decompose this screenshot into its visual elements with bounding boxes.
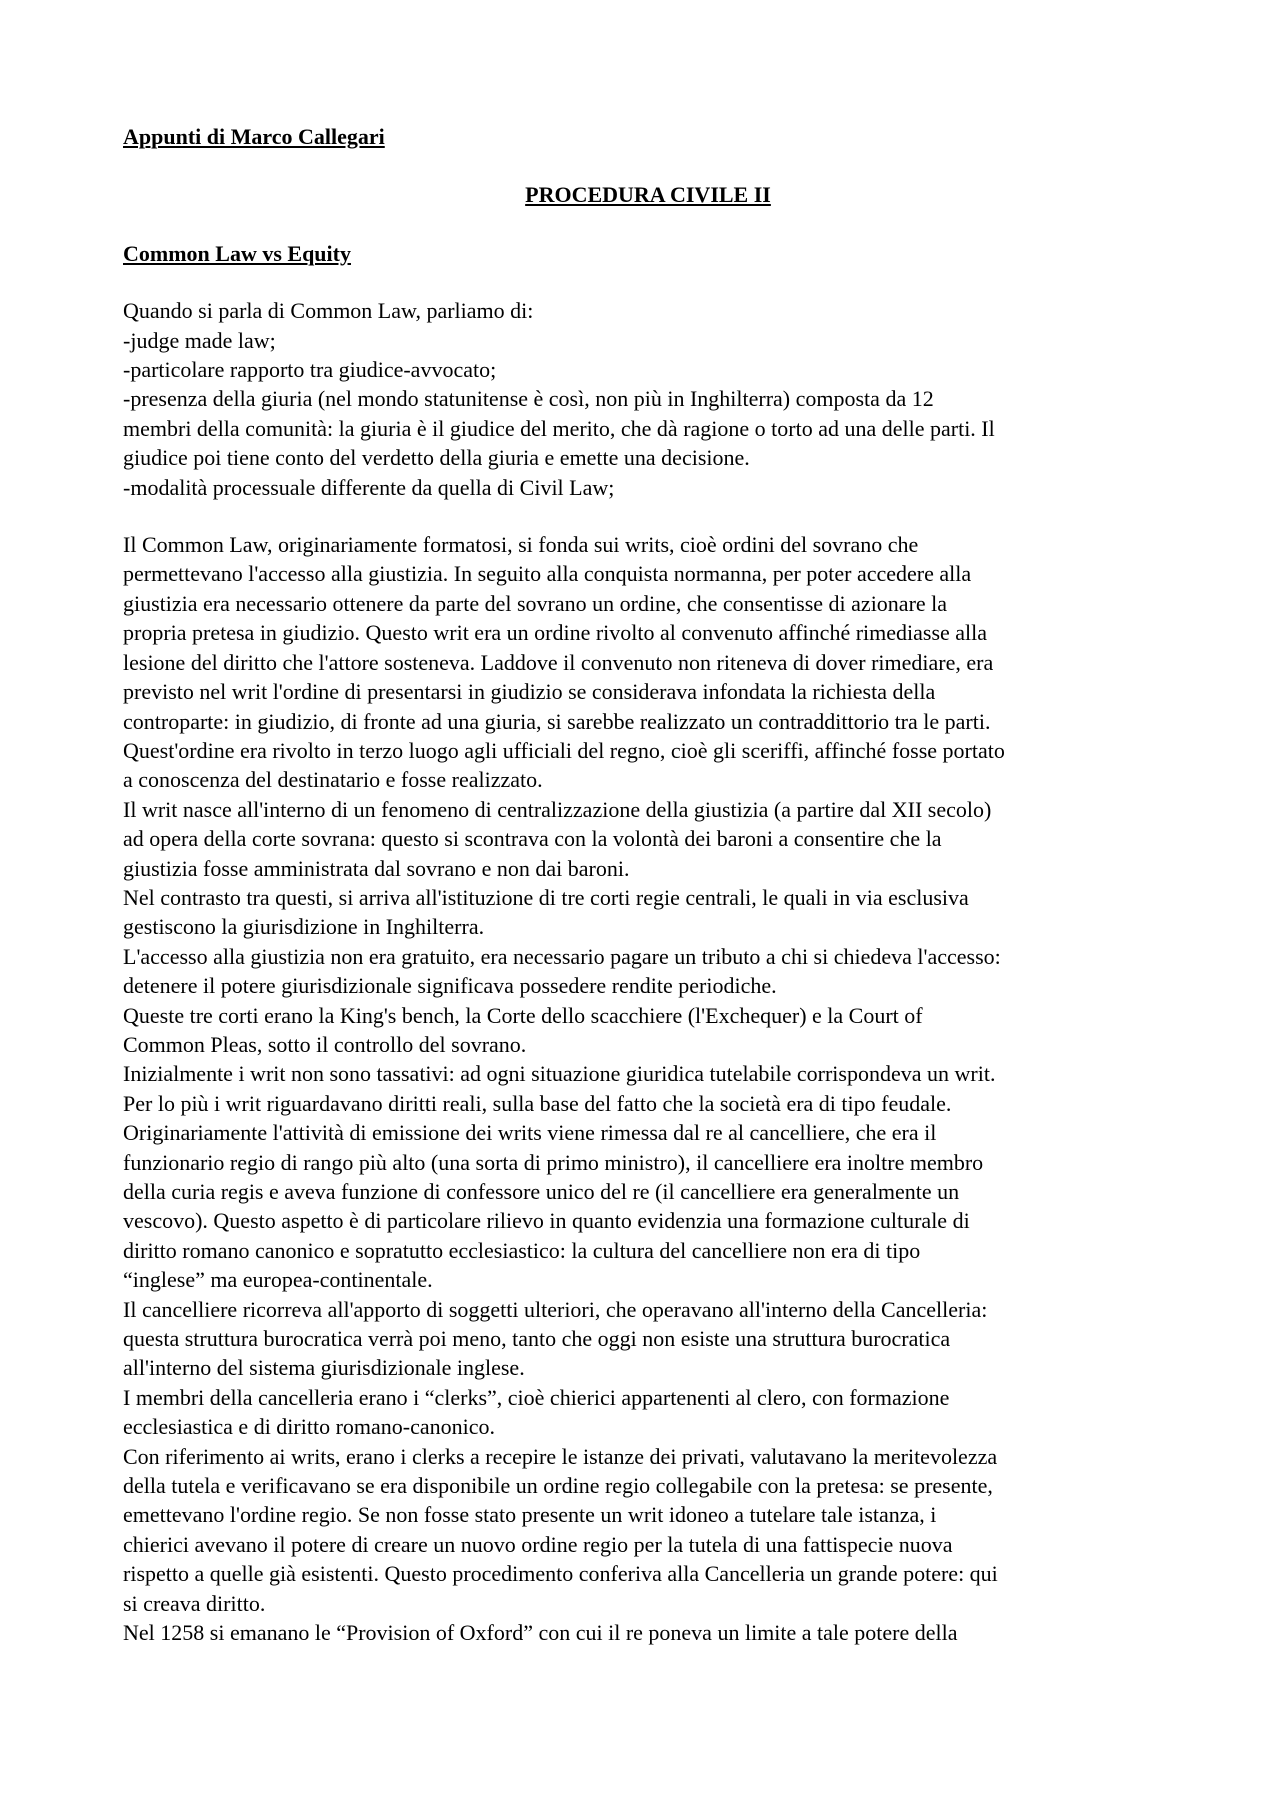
spacer [123,151,1173,180]
text-line: detenere il potere giurisdizionale significava possedere rendite periodiche. [123,973,777,999]
text-line: chierici avevano il potere di creare un nuovo ordine regio per la tutela di una fattispecie nuova [123,1531,953,1557]
text-line: vescovo). Questo aspetto è di particolare rilievo in quanto evidenzia una formazione culturale di [123,1208,970,1234]
text-line: questa struttura burocratica verrà poi meno, tanto che oggi non esiste una struttura burocratica [123,1326,951,1352]
text-line: -judge made law; [123,327,276,353]
text-line: Quest'ordine era rivolto in terzo luogo agli ufficiali del regno, cioè gli sceriffi, affinché fosse portato [123,737,1005,763]
text-line: membri della comunità: la giuria è il giudice del merito, che dà ragione o torto ad una delle parti. Il [123,415,995,441]
text-line: -presenza della giuria (nel mondo statunitense è così, non più in Inghilterra) composta da 12 [123,386,934,412]
text-line: previsto nel writ l'ordine di presentarsi in giudizio se considerava infondata la richiesta della [123,679,936,705]
text-line: Il Common Law, originariamente formatosi, si fonda sui writs, cioè ordini del sovrano che [123,532,919,558]
text-line: ad opera della corte sovrana: questo si scontrava con la volontà dei baroni a consentire che la [123,826,942,852]
text-line: controparte: in giudizio, di fronte ad una giuria, si sarebbe realizzato un contraddittorio tra le parti. [123,708,991,734]
text-line: Quando si parla di Common Law, parliamo di: [123,298,534,324]
text-line: Originariamente l'attività di emissione dei writs viene rimessa dal re al cancelliere, che era il [123,1120,937,1146]
document-title: PROCEDURA CIVILE II [525,182,771,208]
text-line: ecclesiastica e di diritto romano-canonico. [123,1414,496,1440]
text-line: Per lo più i writ riguardavano diritti reali, sulla base del fatto che la società era di tipo feudale. [123,1090,952,1116]
text-line: Inizialmente i writ non sono tassativi: ad ogni situazione giuridica tutelabile corrispondeva un writ. [123,1061,996,1087]
spacer [123,502,1173,530]
text-line: Il writ nasce all'interno di un fenomeno di centralizzazione della giustizia (a partire dal XII secolo) [123,796,992,822]
text-line: si creava diritto. [123,1590,266,1616]
text-line: della curia regis e aveva funzione di confessore unico del re (il cancelliere era generalmente un [123,1179,960,1204]
text-line: lesione del diritto che l'attore sosteneva. Laddove il convenuto non riteneva di dover rimediare, era [123,649,994,675]
text-line: della tutela e verificavano se era disponibile un ordine regio collegabile con la pretesa: se presente, [123,1473,993,1499]
author-heading: Appunti di Marco Callegari [123,124,385,149]
text-line: L'accesso alla giustizia non era gratuito, era necessario pagare un tributo a chi si chiedeva l'accesso: [123,943,1001,969]
text-line: funzionario regio di rango più alto (una sorta di primo ministro), il cancelliere era inoltre membro [123,1149,984,1175]
text-line: rispetto a quelle già esistenti. Questo procedimento conferiva alla Cancelleria un grande potere: qui [123,1561,998,1587]
section-heading: Common Law vs Equity [123,240,351,266]
text-line: a conoscenza del destinatario e fosse realizzato. [123,767,543,793]
text-line: diritto romano canonico e sopratutto ecclesiastico: la cultura del cancelliere non era di tipo [123,1237,921,1263]
text-line: permettevano l'accesso alla giustizia. In seguito alla conquista normanna, per poter accedere alla [123,561,972,587]
spacer [123,268,1173,296]
text-line: Nel contrasto tra questi, si arriva all'istituzione di tre corti regie centrali, le quali in via esclusiva [123,884,969,910]
text-line: Il cancelliere ricorreva all'apporto di soggetti ulteriori, che operavano all'interno della Cancelleria: [123,1296,988,1322]
spacer [123,210,1173,239]
text-line: -modalità processuale differente da quella di Civil Law; [123,474,615,500]
document-page [123,122,1173,1648]
intro-paragraph [123,296,1173,502]
text-line: giudice poi tiene conto del verdetto della giuria e emette una decisione. [123,445,750,471]
text-line: “inglese” ma europea-continentale. [123,1267,433,1293]
text-line: giustizia fosse amministrata dal sovrano e non dai baroni. [123,855,630,881]
text-line: Common Pleas, sotto il controllo del sovrano. [123,1031,527,1057]
text-line: Con riferimento ai writs, erano i clerks a recepire le istanze dei privati, valutavano la meritevolezza [123,1443,998,1469]
text-line: gestiscono la giurisdizione in Inghilterra. [123,914,485,940]
text-line: -particolare rapporto tra giudice-avvocato; [123,357,497,383]
body-paragraph [123,530,1173,1647]
text-line: giustizia era necessario ottenere da parte del sovrano un ordine, che consentisse di azionare la [123,590,948,616]
text-line: all'interno del sistema giurisdizionale inglese. [123,1355,525,1381]
text-line: propria pretesa in giudizio. Questo writ era un ordine rivolto al convenuto affinché rimediasse alla [123,620,988,646]
text-line: Queste tre corti erano la King's bench, la Corte dello scacchiere (l'Exchequer) e la Court of [123,1002,923,1028]
text-line: emettevano l'ordine regio. Se non fosse stato presente un writ idoneo a tutelare tale istanza, i [123,1502,937,1528]
text-line: I membri della cancelleria erano i “clerks”, cioè chierici appartenenti al clero, con formazione [123,1384,950,1410]
text-line: Nel 1258 si emanano le “Provision of Oxford” con cui il re poneva un limite a tale potere della [123,1620,958,1646]
